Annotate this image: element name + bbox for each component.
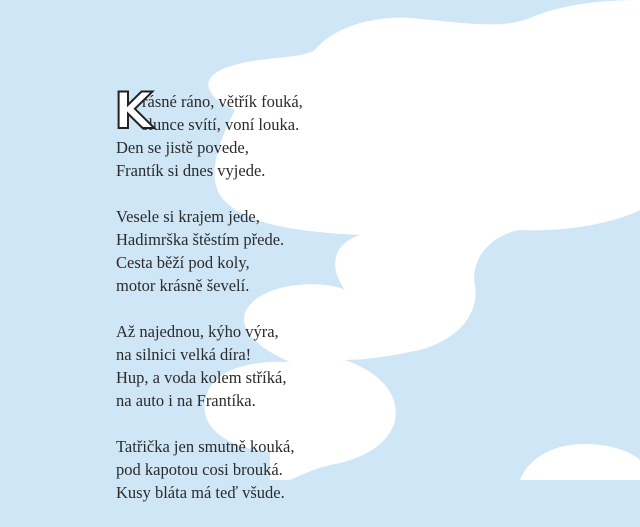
poem-line: na auto i na Frantíka. bbox=[116, 391, 256, 410]
dropcap-lines bbox=[114, 82, 416, 140]
stanza-4 bbox=[116, 435, 416, 504]
poem-line: Vesele si krajem jede, bbox=[116, 207, 260, 226]
poem-line: Až najednou, kýho výra, bbox=[116, 322, 279, 341]
poem bbox=[114, 82, 416, 527]
poem-line: Kusy bláta má teď všude. bbox=[116, 483, 285, 502]
stanza-3 bbox=[116, 320, 416, 412]
poem-line: Cesta běží pod koly, bbox=[116, 253, 250, 272]
poem-line: slunce svítí, voní louka. bbox=[142, 115, 300, 134]
poem-line: na silnici velká díra! bbox=[116, 345, 252, 364]
poem-line: Hadimrška štěstím přede. bbox=[116, 230, 285, 249]
stanza-1 bbox=[114, 82, 416, 182]
dropcap-letter: K bbox=[114, 82, 153, 140]
poem-line: Tatřička jen smutně kouká, bbox=[116, 437, 295, 456]
poem-line: pod kapotou cosi brouká. bbox=[116, 460, 283, 479]
poem-line: Hup, a voda kolem stříká, bbox=[116, 368, 287, 387]
poem-line: Frantík si dnes vyjede. bbox=[116, 161, 266, 180]
poem-line: motor krásně ševelí. bbox=[116, 276, 250, 295]
poem-line: rásné ráno, větřík fouká, bbox=[142, 92, 303, 111]
stanza-2 bbox=[116, 205, 416, 297]
poem-line: Den se jistě povede, bbox=[116, 138, 249, 157]
